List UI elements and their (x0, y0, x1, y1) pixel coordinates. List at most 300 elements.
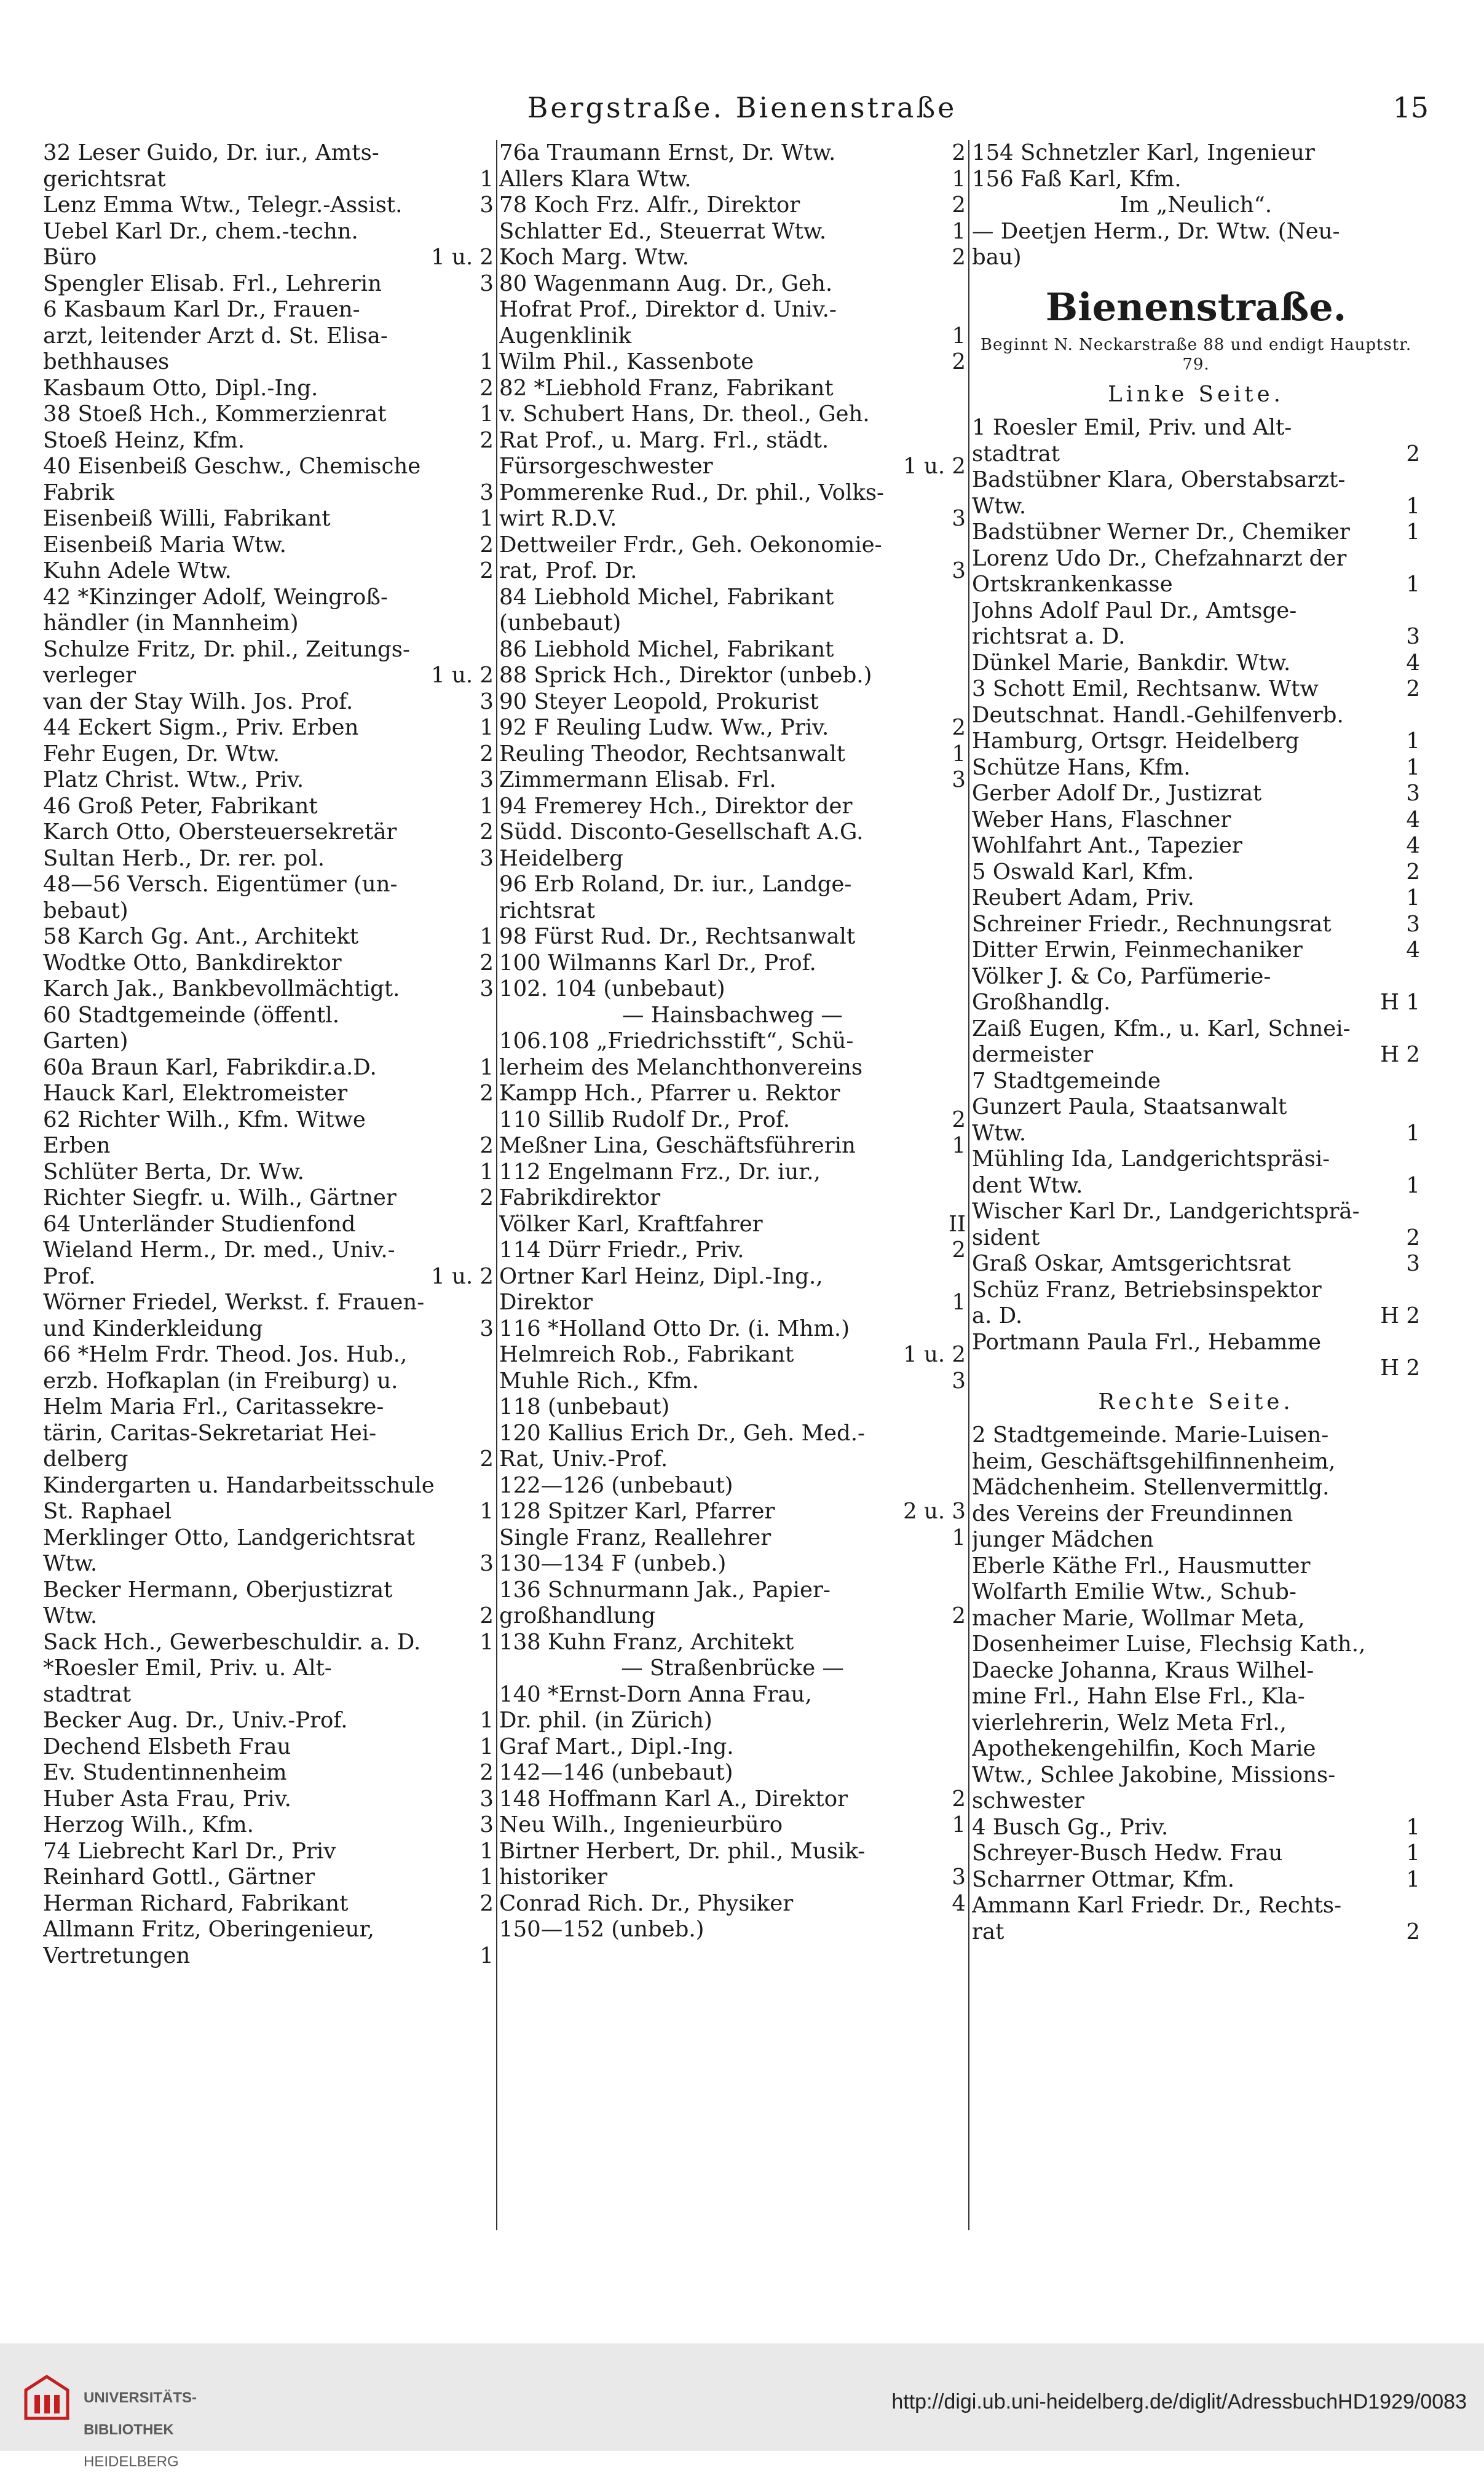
entry-text: Richter Siegfr. u. Wilh., Gärtner (43, 1185, 397, 1210)
entry-text: Augenklinik (499, 323, 632, 349)
entry-text: Schreiner Friedr., Rechnungsrat (972, 911, 1332, 937)
entry-text: 136 Schnurmann Jak., Papier- (499, 1577, 831, 1603)
entry-text: 3 Schott Emil, Rechtsanw. Wtw (972, 676, 1319, 701)
entry-text: 38 Stoeß Hch., Kommerzienrat (43, 401, 387, 427)
directory-entry (43, 1133, 494, 1159)
floor-number: 1 (480, 506, 494, 531)
directory-entry (499, 637, 966, 663)
directory-entry (43, 1290, 494, 1316)
directory-entry (43, 1237, 494, 1264)
directory-entry (499, 1473, 966, 1499)
directory-entry (499, 585, 966, 611)
directory-entry (499, 1316, 966, 1343)
directory-entry (499, 610, 966, 637)
directory-entry (972, 140, 1420, 167)
directory-entry (499, 1551, 966, 1577)
directory-entry (43, 245, 494, 271)
entry-text: Karch Otto, Obersteuersekretär (43, 819, 397, 845)
directory-entry (43, 1421, 494, 1447)
directory-entry (499, 1133, 966, 1159)
directory-entry (499, 558, 966, 585)
entry-text: verleger (43, 663, 136, 688)
entry-text: 118 (unbebaut) (499, 1394, 670, 1419)
entry-text: Helmreich Rob., Fabrikant (499, 1342, 794, 1367)
directory-entry (972, 1841, 1420, 1867)
directory-entry (972, 859, 1420, 886)
entry-text: 76a Traumann Ernst, Dr. Wtw. (499, 140, 836, 165)
floor-number: H 2 (1380, 1355, 1420, 1381)
entry-text: stadtrat (43, 1681, 132, 1707)
entry-text: junger Mädchen (972, 1527, 1154, 1552)
entry-text: 102. 104 (unbebaut) (499, 976, 725, 1001)
entry-text: 80 Wagenmann Aug. Dr., Geh. (499, 270, 833, 296)
entry-text: Koch Marg. Wtw. (499, 245, 689, 270)
directory-entry (972, 1893, 1420, 1919)
entry-text: — Hainsbachweg — (622, 1002, 843, 1028)
entry-text: Gerber Adolf Dr., Justizrat (972, 781, 1262, 806)
entry-text: 66 *Helm Frdr. Theod. Jos. Hub., (43, 1342, 408, 1367)
floor-number: 1 (952, 1290, 966, 1315)
directory-entry (499, 1446, 966, 1473)
entry-text: dermeister (972, 1042, 1094, 1067)
directory-entry (972, 833, 1420, 859)
entry-text: Ortner Karl Heinz, Dipl.-Ing., (499, 1263, 823, 1289)
entry-text: Mühling Ida, Landgerichtspräsi- (972, 1146, 1330, 1172)
directory-entry (972, 1016, 1420, 1043)
directory-entry (972, 1225, 1420, 1252)
floor-number: 2 (480, 1446, 494, 1472)
floor-number: 2 (480, 1133, 494, 1158)
entry-text: Merklinger Otto, Landgerichtsrat (43, 1525, 415, 1550)
section-divider-label (499, 1003, 966, 1029)
entry-text: Wodtke Otto, Bankdirektor (43, 950, 342, 976)
entry-text: 78 Koch Frz. Alfr., Direktor (499, 192, 800, 218)
entry-text: Wolfarth Emilie Wtw., Schub- (972, 1579, 1297, 1604)
entry-text: Stoeß Heinz, Kfm. (43, 427, 245, 453)
library-logo-icon (22, 2373, 71, 2422)
floor-number: 1 (480, 1943, 494, 1968)
floor-number: 2 (480, 427, 494, 453)
directory-entry (499, 976, 966, 1003)
directory-entry (972, 885, 1420, 912)
entry-text: 142—146 (unbebaut) (499, 1760, 733, 1785)
entry-text: Fabrikdirektor (499, 1185, 661, 1210)
entry-text: Karch Jak., Bankbevollmächtigt. (43, 976, 400, 1001)
directory-entry (972, 1606, 1420, 1632)
entry-text: Wtw. (43, 1551, 98, 1576)
directory-entry (499, 140, 966, 167)
floor-number: 3 (1406, 1251, 1420, 1276)
entry-text: bau) (972, 245, 1022, 270)
directory-entry (499, 1290, 966, 1316)
floor-number: 1 u. 2 (431, 245, 494, 270)
directory-entry (972, 1251, 1420, 1277)
entry-text: Muhle Rich., Kfm. (499, 1368, 700, 1394)
entry-text: Portmann Paula Frl., Hebamme (972, 1329, 1322, 1355)
entry-text: tärin, Caritas-Sekretariat Hei- (43, 1420, 377, 1446)
right-side-entries (972, 1423, 1420, 1945)
entry-text: 6 Kasbaum Karl Dr., Frauen- (43, 297, 360, 322)
floor-number: 2 (952, 140, 966, 165)
directory-entry (499, 715, 966, 741)
directory-entry (499, 1394, 966, 1421)
directory-entry (43, 376, 494, 402)
entry-text: 116 *Holland Otto Dr. (i. Mhm.) (499, 1316, 850, 1341)
directory-entry (43, 1891, 494, 1917)
directory-entry (499, 1891, 966, 1917)
entry-text: bebaut) (43, 898, 128, 923)
entry-text: Apothekengehilfin, Koch Marie (972, 1736, 1316, 1761)
entry-text: Direktor (499, 1290, 593, 1315)
directory-entry (43, 1812, 494, 1839)
directory-entry (972, 1423, 1420, 1449)
floor-number: 1 (1406, 1841, 1420, 1866)
directory-entry (972, 1919, 1420, 1946)
directory-entry (499, 532, 966, 559)
directory-entry (43, 610, 494, 637)
directory-entry (43, 1682, 494, 1708)
directory-entry (499, 1812, 966, 1839)
directory-entry (972, 519, 1420, 546)
directory-entry (972, 1277, 1420, 1304)
directory-entry (972, 1475, 1420, 1501)
directory-entry (499, 428, 966, 454)
floor-number: 1 (1406, 1172, 1420, 1198)
floor-number: 2 (1406, 1225, 1420, 1250)
floor-number: 4 (1406, 650, 1420, 676)
entry-text: Wilm Phil., Kassenbote (499, 349, 754, 374)
directory-entry (43, 715, 494, 741)
floor-number: 2 (480, 741, 494, 767)
entry-text: Rat Prof., u. Marg. Frl., städt. (499, 427, 829, 453)
directory-entry (972, 167, 1420, 193)
floor-number: 1 (480, 1708, 494, 1733)
column-divider (968, 140, 969, 2230)
directory-entry (43, 767, 494, 794)
directory-entry (972, 703, 1420, 729)
directory-entry (499, 1185, 966, 1212)
directory-entry (972, 1199, 1420, 1225)
floor-number: 3 (480, 479, 494, 505)
entry-text: Lenz Emma Wtw., Telegr.-Assist. (43, 192, 403, 218)
entry-text: Kindergarten u. Handarbeitsschule (43, 1472, 435, 1498)
entry-text: Scharrner Ottmar, Kfm. (972, 1866, 1235, 1892)
entry-text: van der Stay Wilh. Jos. Prof. (43, 689, 353, 714)
floor-number: 1 u. 2 (431, 663, 494, 688)
directory-entry (499, 480, 966, 507)
entry-text: Büro (43, 245, 97, 270)
entry-text: 156 Faß Karl, Kfm. (972, 166, 1182, 192)
entry-text: 84 Liebhold Michel, Fabrikant (499, 584, 834, 610)
entry-text: 110 Sillib Rudolf Dr., Prof. (499, 1107, 791, 1132)
entry-text: 62 Richter Wilh., Kfm. Witwe (43, 1107, 366, 1132)
entry-text: Reubert Adam, Priv. (972, 885, 1194, 910)
floor-number: 3 (952, 1864, 966, 1890)
entry-text: Schlüter Berta, Dr. Ww. (43, 1159, 304, 1185)
directory-entry (972, 624, 1420, 650)
floor-number: 1 (1406, 493, 1420, 519)
street-heading: Bienenstraße. (1045, 284, 1347, 329)
entry-text: 60a Braun Karl, Fabrikdir.a.D. (43, 1054, 377, 1080)
floor-number: 2 (480, 1603, 494, 1628)
entry-text: rat, Prof. Dr. (499, 558, 637, 583)
street-note: Beginnt N. Neckarstraße 88 und endigt Hauptstr. 79. (980, 335, 1412, 374)
entry-text: Kuhn Adele Wtw. (43, 558, 232, 583)
entry-text: mine Frl., Hahn Else Frl., Kla- (972, 1684, 1305, 1709)
entry-text: Platz Christ. Wtw., Priv. (43, 767, 304, 792)
directory-entry (499, 663, 966, 689)
section-divider-label (499, 1655, 966, 1682)
entry-text: Ammann Karl Friedr. Dr., Rechts- (972, 1893, 1342, 1918)
directory-entry (499, 1237, 966, 1264)
entry-text: Herman Richard, Fabrikant (43, 1890, 349, 1916)
entry-text: 42 *Kinzinger Adolf, Weingroß- (43, 584, 388, 610)
floor-number: 2 (480, 1760, 494, 1785)
directory-entry (499, 846, 966, 872)
entry-text: Kasbaum Otto, Dipl.-Ing. (43, 375, 318, 401)
entry-text: Ditter Erwin, Feinmechaniker (972, 937, 1303, 963)
entry-text: Eisenbeiß Maria Wtw. (43, 532, 286, 558)
entry-text: Dr. phil. (in Zürich) (499, 1708, 712, 1733)
entry-text: Wtw., Schlee Jakobine, Missions- (972, 1762, 1336, 1788)
entry-text: 44 Eckert Sigm., Priv. Erben (43, 715, 359, 740)
entry-text: 82 *Liebhold Franz, Fabrikant (499, 375, 834, 401)
directory-entry (43, 1917, 494, 1943)
floor-number: H 2 (1380, 1303, 1420, 1328)
floor-number: 1 (480, 924, 494, 949)
entry-text: 98 Fürst Rud. Dr., Rechtsanwalt (499, 924, 856, 949)
floor-number: H 1 (1380, 990, 1420, 1015)
directory-entry (43, 1786, 494, 1813)
floor-number: 2 (1406, 859, 1420, 885)
directory-entry (43, 819, 494, 846)
directory-entry (499, 1839, 966, 1865)
entry-text: und Kinderkleidung (43, 1316, 263, 1341)
directory-entry (972, 1501, 1420, 1528)
column-right (972, 140, 1420, 2236)
floor-number: 1 (1406, 728, 1420, 754)
floor-number: 3 (952, 767, 966, 792)
entry-text: bethhauses (43, 349, 170, 374)
directory-entry (43, 1864, 494, 1891)
directory-entry (972, 912, 1420, 938)
floor-number: 1 (480, 1629, 494, 1655)
directory-entry (43, 1212, 494, 1238)
directory-entry (972, 650, 1420, 677)
directory-entry (43, 1525, 494, 1552)
directory-entry (43, 219, 494, 245)
directory-entry (972, 415, 1420, 441)
directory-entry (972, 1527, 1420, 1553)
entry-text: erzb. Hofkaplan (in Freiburg) u. (43, 1368, 398, 1394)
floor-number: 3 (480, 689, 494, 714)
floor-number: 3 (480, 976, 494, 1001)
entry-text: Im „Neulich“. (1119, 192, 1273, 218)
directory-entry (499, 219, 966, 245)
directory-entry (499, 1864, 966, 1891)
directory-entry (972, 1658, 1420, 1684)
entry-text: Kampp Hch., Pfarrer u. Rektor (499, 1081, 840, 1106)
floor-number: 2 (952, 245, 966, 270)
entry-text: lerheim des Melanchthonvereins (499, 1054, 863, 1080)
entry-text: Erben (43, 1133, 111, 1158)
directory-entry (43, 1107, 494, 1134)
floor-number: 1 (480, 1054, 494, 1080)
entry-text: schwester (972, 1788, 1084, 1813)
directory-entry (43, 1055, 494, 1081)
left-side-label: Linke Seite. (1108, 381, 1284, 407)
entry-text: macher Marie, Wollmar Meta, (972, 1605, 1305, 1631)
entry-text: Hamburg, Ortsgr. Heidelberg (972, 728, 1300, 754)
entry-text: 58 Karch Gg. Ant., Architekt (43, 924, 359, 949)
directory-entry (972, 1330, 1420, 1356)
floor-number: 2 (952, 349, 966, 374)
entry-text: Wörner Friedel, Werkst. f. Frauen- (43, 1290, 425, 1315)
directory-entry (972, 1553, 1420, 1580)
directory-entry (499, 1760, 966, 1786)
entry-text: Badstübner Klara, Oberstabsarzt- (972, 467, 1346, 492)
entry-text: Weber Hans, Flaschner (972, 807, 1231, 832)
floor-number: 1 (480, 1159, 494, 1185)
footer-bar (0, 2343, 1484, 2470)
left-side-entries (972, 415, 1420, 1382)
directory-entry (972, 598, 1420, 625)
entry-text: Rat, Univ.-Prof. (499, 1446, 668, 1472)
floor-number: 2 (480, 558, 494, 583)
directory-entry (499, 794, 966, 820)
directory-entry (43, 663, 494, 689)
entry-text: 112 Engelmann Frz., Dr. iur., (499, 1159, 821, 1185)
entry-text: stadtrat (972, 441, 1060, 467)
floor-number: 4 (952, 1890, 966, 1916)
entry-text: 86 Liebhold Michel, Fabrikant (499, 636, 834, 662)
entry-text: Huber Asta Frau, Priv. (43, 1786, 291, 1812)
floor-number: 3 (480, 767, 494, 792)
directory-entry (43, 1943, 494, 1970)
entry-text: Badstübner Werner Dr., Chemiker (972, 519, 1350, 545)
floor-number: 3 (480, 192, 494, 218)
directory-entry (499, 1525, 966, 1552)
directory-entry (43, 349, 494, 376)
column-middle (499, 140, 966, 2236)
directory-entry (43, 1655, 494, 1682)
entry-text: 92 F Reuling Ludw. Ww., Priv. (499, 715, 829, 740)
floor-number: 1 u. 2 (903, 454, 966, 479)
directory-entry (972, 1632, 1420, 1658)
entry-text: 130—134 F (unbeb.) (499, 1551, 727, 1576)
floor-number: 1 (952, 323, 966, 349)
directory-entry (499, 323, 966, 350)
directory-entry (972, 467, 1420, 494)
right-side-label: Rechte Seite. (1098, 1389, 1294, 1415)
floor-number: 2 (480, 950, 494, 976)
floor-number: 1 (952, 166, 966, 192)
floor-number: 1 (1406, 1120, 1420, 1146)
entry-text: Schulze Fritz, Dr. phil., Zeitungs- (43, 636, 410, 662)
section-divider-label (972, 192, 1420, 219)
directory-entry (972, 1094, 1420, 1121)
entry-text: Allers Klara Wtw. (499, 166, 692, 192)
entry-text: Vertretungen (43, 1943, 191, 1968)
directory-entry (43, 1185, 494, 1212)
floor-number: 1 (1406, 519, 1420, 545)
directory-entry (499, 872, 966, 898)
directory-entry (43, 140, 494, 167)
floor-number: 1 (952, 1812, 966, 1837)
entry-text: 96 Erb Roland, Dr. iur., Landge- (499, 872, 852, 897)
floor-number: 2 (480, 532, 494, 558)
directory-entry (43, 1499, 494, 1525)
directory-entry (972, 1815, 1420, 1841)
floor-number: 3 (952, 558, 966, 583)
directory-entry (972, 1355, 1420, 1382)
entry-text: rat (972, 1919, 1004, 1944)
directory-entry (43, 637, 494, 663)
entry-text: heim, Geschäftsgehilfinnenheim, (972, 1448, 1336, 1474)
entry-text: Meßner Lina, Geschäftsführerin (499, 1133, 856, 1158)
entry-text: 74 Liebrecht Karl Dr., Priv (43, 1838, 336, 1864)
entry-text: Hofrat Prof., Direktor d. Univ.- (499, 297, 837, 322)
floor-number: 1 u. 2 (903, 1342, 966, 1367)
floor-number: 3 (480, 1316, 494, 1341)
floor-number: 2 (1406, 676, 1420, 701)
entry-text: delberg (43, 1446, 128, 1472)
directory-entry (499, 1212, 966, 1238)
entry-text: — Straßenbrücke — (621, 1655, 844, 1681)
directory-entry (499, 1603, 966, 1630)
directory-entry (972, 1146, 1420, 1173)
directory-entry (499, 689, 966, 716)
directory-entry (43, 1734, 494, 1761)
entry-text: 40 Eisenbeiß Geschw., Chemische (43, 454, 421, 479)
entry-text: Single Franz, Reallehrer (499, 1525, 772, 1550)
entry-text: Dechend Elsbeth Frau (43, 1734, 291, 1759)
floor-number: 2 (480, 375, 494, 401)
floor-number: 3 (1406, 781, 1420, 806)
source-url-link[interactable]: http://digi.ub.uni-heidelberg.de/diglit/AdressbuchHD1929/0083 (891, 2390, 1467, 2413)
entry-text: 94 Fremerey Hch., Direktor der (499, 793, 853, 819)
entry-text: 140 *Ernst-Dorn Anna Frau, (499, 1681, 812, 1707)
directory-columns (43, 140, 1420, 2236)
entry-text: Wieland Herm., Dr. med., Univ.- (43, 1237, 395, 1263)
neulich-section (972, 140, 1420, 271)
entry-text: wirt R.D.V. (499, 506, 617, 531)
directory-entry (499, 950, 966, 977)
entry-text: 114 Dürr Friedr., Priv. (499, 1237, 744, 1263)
floor-number: 2 (1406, 1919, 1420, 1944)
directory-entry (499, 376, 966, 402)
directory-entry (499, 1264, 966, 1290)
entry-text: Pommerenke Rud., Dr. phil., Volks- (499, 479, 885, 505)
floor-number: 3 (1406, 911, 1420, 937)
directory-entry (972, 1762, 1420, 1789)
directory-entry (43, 1603, 494, 1630)
directory-entry (43, 898, 494, 925)
floor-number: 2 (480, 1081, 494, 1106)
directory-entry (972, 990, 1420, 1016)
directory-entry (499, 1786, 966, 1813)
directory-entry (972, 441, 1420, 468)
column-divider (496, 140, 497, 2230)
entry-text: 60 Stadtgemeinde (öffentl. (43, 1002, 340, 1028)
entry-text: Graf Mart., Dipl.-Ing. (499, 1734, 734, 1759)
directory-entry (499, 1630, 966, 1656)
floor-number: 1 (1406, 1814, 1420, 1840)
entry-text: (unbebaut) (499, 610, 622, 636)
floor-number: 1 (480, 793, 494, 819)
entry-text: Mädchenheim. Stellenvermittlg. (972, 1475, 1330, 1500)
directory-entry (43, 297, 494, 323)
